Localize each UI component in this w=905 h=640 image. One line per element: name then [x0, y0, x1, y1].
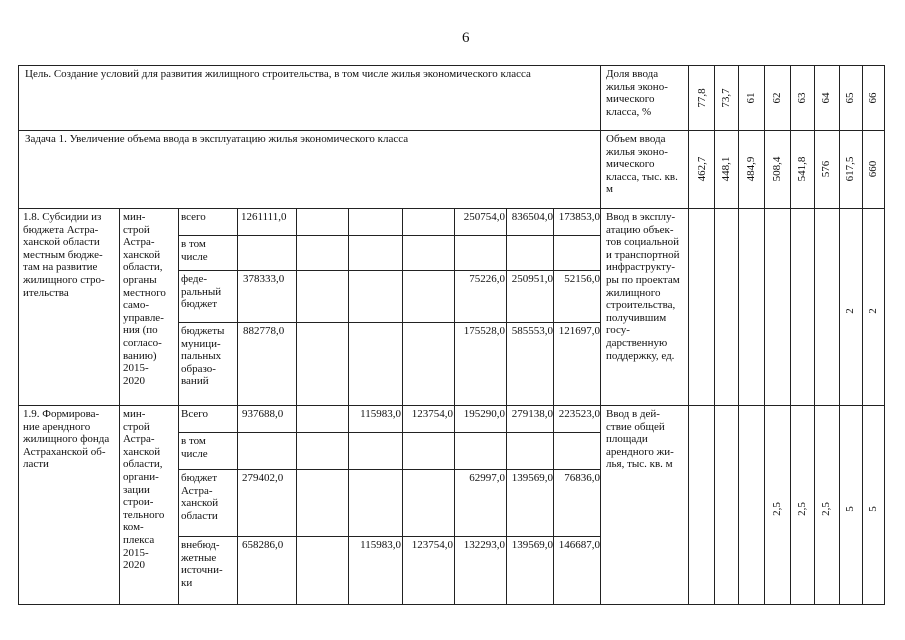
- amount-2019: 279138,0: [511, 408, 553, 420]
- program-table: [18, 65, 885, 605]
- measure-name: 1.9. Формирова- ние арендного жилищного фонда Астраханской об- ласти: [23, 408, 110, 471]
- goal-value: 64: [820, 92, 832, 104]
- measure-executor: мин- строй Астра- ханской области, органы местного само- управле- ния (по согласо- ванию) 2015- 2020: [123, 211, 166, 387]
- task-indicator: Объем ввода жилья эконо- мического класса, тыс. кв. м: [606, 133, 678, 196]
- amount-2018: 250754,0: [463, 211, 505, 223]
- amount-2018: 62997,0: [469, 472, 505, 484]
- measure-indicator: Ввод в эксплу- атацию объек- тов социальной и транспортной инфраструкту- ры по проектам жилищного строительства, получившим госу- дарственную поддержку, ед.: [606, 211, 680, 362]
- col-divider-v2: [714, 65, 715, 605]
- amount-total: 378333,0: [243, 273, 285, 285]
- amount-2019: 585553,0: [511, 325, 553, 337]
- task-value: 462,7: [696, 156, 708, 182]
- goal-text: Цель. Создание условий для развития жилищного строительства, в том числе жилья экономического класса: [25, 68, 531, 80]
- col-divider-executor: [178, 208, 179, 605]
- goal-value: 61: [745, 92, 757, 104]
- measure-name: 1.8. Субсидии из бюджета Астра- ханской области местным бюдже- там на развитие жилищного стро- ительства: [23, 211, 105, 299]
- measure-value: 5: [844, 506, 856, 512]
- amount-2018: 195290,0: [463, 408, 505, 420]
- amount-2020: 121697,0: [558, 325, 600, 337]
- table-border-bottom: [18, 604, 885, 605]
- goal-value: 77,8: [696, 88, 708, 108]
- page-number: 6: [462, 30, 470, 46]
- source-label: бюджеты муници- пальных образо- ваний: [181, 325, 225, 388]
- source-label: всего: [181, 211, 206, 223]
- row-divider-1-8-c: [178, 322, 600, 323]
- table-border-left: [18, 65, 19, 605]
- col-divider-v8: [862, 65, 863, 605]
- measure-value: 2,5: [771, 502, 783, 516]
- measure-value: 2: [844, 308, 856, 314]
- amount-2019: 139569,0: [511, 539, 553, 551]
- measure-row-divider: [18, 405, 885, 406]
- amount-2020: 223523,0: [558, 408, 600, 420]
- col-divider-total: [296, 208, 297, 605]
- measure-value: 2,5: [820, 502, 832, 516]
- task-value: 508,4: [771, 156, 783, 182]
- col-divider-v7: [839, 65, 840, 605]
- table-border-top: [18, 65, 885, 66]
- col-divider-indicator: [600, 65, 601, 605]
- row-divider-1-8-b: [178, 270, 600, 271]
- col-divider-v3: [738, 65, 739, 605]
- task-value: 484,9: [745, 156, 757, 182]
- source-label: в том числе: [181, 435, 208, 460]
- source-label: внебюд- жетные источни- ки: [181, 539, 223, 589]
- amount-total: 882778,0: [243, 325, 285, 337]
- amount-2018: 175528,0: [463, 325, 505, 337]
- row-divider-1-8-a: [178, 235, 600, 236]
- source-label: Всего: [181, 408, 208, 420]
- amount-total: 937688,0: [242, 408, 284, 420]
- amount-2019: 250951,0: [511, 273, 553, 285]
- measure-value: 2: [867, 308, 879, 314]
- goal-row-divider: [18, 130, 885, 131]
- task-value: 541,8: [796, 156, 808, 182]
- col-divider-v4: [764, 65, 765, 605]
- measure-indicator: Ввод в дей- ствие общей площади арендного жи- лья, тыс. кв. м: [606, 408, 674, 471]
- source-label: феде- ральный бюджет: [181, 273, 222, 311]
- task-value: 660: [867, 160, 879, 178]
- amount-2020: 76836,0: [564, 472, 600, 484]
- amount-total: 279402,0: [242, 472, 284, 484]
- task-value: 617,5: [844, 156, 856, 182]
- source-label: бюджет Астра- ханской области: [181, 472, 219, 522]
- amount-2020: 146687,0: [558, 539, 600, 551]
- amount-2020: 52156,0: [564, 273, 600, 285]
- amount-total: 1261111,0: [241, 211, 287, 223]
- row-divider-1-9-a: [178, 432, 600, 433]
- task-value: 448,1: [720, 156, 732, 182]
- col-divider-source: [237, 208, 238, 605]
- goal-value: 65: [844, 92, 856, 104]
- amount-2019: 139569,0: [511, 472, 553, 484]
- task-row-divider: [18, 208, 885, 209]
- task-value: 576: [820, 160, 832, 178]
- goal-value: 63: [796, 92, 808, 104]
- amount-2020: 173853,0: [558, 211, 600, 223]
- task-text: Задача 1. Увеличение объема ввода в эксплуатацию жилья экономического класса: [25, 133, 409, 145]
- row-divider-1-9-c: [178, 536, 600, 537]
- col-divider-v6: [814, 65, 815, 605]
- col-divider-name: [119, 208, 120, 605]
- amount-2016: 115983,0: [360, 539, 401, 551]
- goal-value: 73,7: [720, 88, 732, 108]
- table-border-right: [884, 65, 885, 605]
- goal-indicator: Доля ввода жилья эконо- мического класса, %: [606, 68, 668, 118]
- measure-executor: мин- строй Астра- ханской области, органи- зации строи- тельного ком- плекса 2015- 2020: [123, 408, 165, 572]
- amount-2019: 836504,0: [511, 211, 553, 223]
- amount-2016: 115983,0: [360, 408, 401, 420]
- amount-2018: 75226,0: [469, 273, 505, 285]
- measure-value: 5: [867, 506, 879, 512]
- amount-2017: 123754,0: [411, 539, 453, 551]
- amount-total: 658286,0: [242, 539, 284, 551]
- amount-2017: 123754,0: [411, 408, 453, 420]
- col-divider-v5: [790, 65, 791, 605]
- goal-value: 66: [867, 92, 879, 104]
- col-divider-v1: [688, 65, 689, 605]
- row-divider-1-9-b: [178, 469, 600, 470]
- goal-value: 62: [771, 92, 783, 104]
- measure-value: 2,5: [796, 502, 808, 516]
- source-label: в том числе: [181, 238, 208, 263]
- amount-2018: 132293,0: [463, 539, 505, 551]
